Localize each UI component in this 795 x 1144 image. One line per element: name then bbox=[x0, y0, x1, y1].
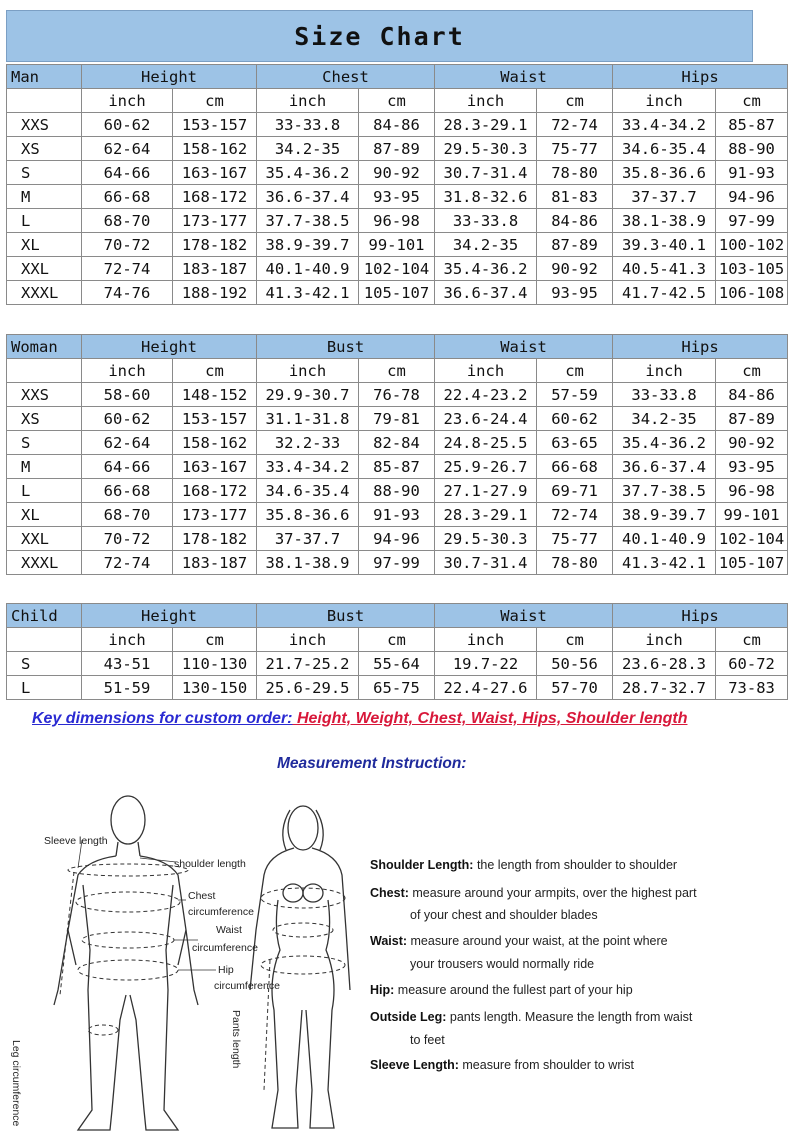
measurement-cell: 34.2-35 bbox=[435, 233, 537, 257]
measurement-cell: 57-59 bbox=[537, 383, 613, 407]
table-header-row bbox=[7, 65, 788, 89]
size-label-cell: XXS bbox=[7, 383, 82, 407]
measurement-cell: 163-167 bbox=[173, 455, 257, 479]
unit-cell: inch bbox=[613, 359, 716, 383]
measurement-cell: 88-90 bbox=[716, 137, 788, 161]
unit-cell: cm bbox=[537, 89, 613, 113]
measurement-cell: 50-56 bbox=[537, 652, 613, 676]
measurement-cell: 35.4-36.2 bbox=[613, 431, 716, 455]
measurement-text: your trousers would normally ride bbox=[410, 957, 595, 971]
measurement-cell: 94-96 bbox=[716, 185, 788, 209]
measurement-cell: 32.2-33 bbox=[257, 431, 359, 455]
measurement-cell: 173-177 bbox=[173, 503, 257, 527]
measurement-cell: 38.9-39.7 bbox=[613, 503, 716, 527]
column-group-header: Chest bbox=[257, 65, 435, 89]
measurement-cell: 33-33.8 bbox=[435, 209, 537, 233]
table-header-row bbox=[7, 604, 788, 628]
table-row bbox=[7, 161, 788, 185]
measurement-text: measure from shoulder to wrist bbox=[458, 1058, 634, 1072]
measurement-cell: 63-65 bbox=[537, 431, 613, 455]
table-section-label: Woman bbox=[7, 335, 82, 359]
table-header-row bbox=[7, 335, 788, 359]
measurement-cell: 79-81 bbox=[359, 407, 435, 431]
measurement-cell: 88-90 bbox=[359, 479, 435, 503]
size-label-cell: S bbox=[7, 652, 82, 676]
table-row bbox=[7, 185, 788, 209]
empty-cell bbox=[7, 628, 82, 652]
measurement-term: Sleeve Length: bbox=[370, 1058, 459, 1072]
measurement-cell: 78-80 bbox=[537, 161, 613, 185]
size-table-child bbox=[6, 603, 788, 700]
measurement-cell: 84-86 bbox=[359, 113, 435, 137]
empty-cell bbox=[7, 89, 82, 113]
measurement-description-line bbox=[370, 886, 697, 900]
measurement-cell: 94-96 bbox=[359, 527, 435, 551]
measurement-instruction-title: Measurement Instruction: bbox=[277, 755, 467, 772]
table-row bbox=[7, 503, 788, 527]
size-label-cell: L bbox=[7, 479, 82, 503]
measurement-cell: 60-62 bbox=[82, 407, 173, 431]
measurement-cell: 35.8-36.6 bbox=[613, 161, 716, 185]
measurement-cell: 30.7-31.4 bbox=[435, 551, 537, 575]
measurement-cell: 85-87 bbox=[359, 455, 435, 479]
measurement-cell: 38.9-39.7 bbox=[257, 233, 359, 257]
measurement-description-line bbox=[410, 908, 598, 922]
unit-cell: cm bbox=[716, 628, 788, 652]
measurement-figure bbox=[10, 790, 368, 1140]
unit-cell: inch bbox=[613, 89, 716, 113]
measurement-cell: 74-76 bbox=[82, 281, 173, 305]
table-row bbox=[7, 233, 788, 257]
measurement-cell: 55-64 bbox=[359, 652, 435, 676]
measurement-cell: 58-60 bbox=[82, 383, 173, 407]
measurement-cell: 168-172 bbox=[173, 185, 257, 209]
measurement-cell: 24.8-25.5 bbox=[435, 431, 537, 455]
measurement-cell: 60-62 bbox=[82, 113, 173, 137]
measurement-cell: 70-72 bbox=[82, 233, 173, 257]
measurement-cell: 90-92 bbox=[537, 257, 613, 281]
measurement-cell: 29.9-30.7 bbox=[257, 383, 359, 407]
measurement-cell: 99-101 bbox=[716, 503, 788, 527]
measurement-cell: 38.1-38.9 bbox=[613, 209, 716, 233]
unit-cell: inch bbox=[82, 628, 173, 652]
measurement-cell: 78-80 bbox=[537, 551, 613, 575]
measurement-cell: 110-130 bbox=[173, 652, 257, 676]
measurement-cell: 76-78 bbox=[359, 383, 435, 407]
measurement-cell: 36.6-37.4 bbox=[435, 281, 537, 305]
measurement-cell: 37-37.7 bbox=[613, 185, 716, 209]
table-row bbox=[7, 257, 788, 281]
size-label-cell: S bbox=[7, 161, 82, 185]
measurement-cell: 35.4-36.2 bbox=[435, 257, 537, 281]
column-group-header: Waist bbox=[435, 335, 613, 359]
size-label-cell: S bbox=[7, 431, 82, 455]
measurement-cell: 57-70 bbox=[537, 676, 613, 700]
label-hip-circumference: circumference bbox=[214, 980, 280, 992]
table-section-label: Child bbox=[7, 604, 82, 628]
measurement-cell: 163-167 bbox=[173, 161, 257, 185]
measurement-cell: 97-99 bbox=[716, 209, 788, 233]
measurement-cell: 87-89 bbox=[359, 137, 435, 161]
measurement-cell: 40.5-41.3 bbox=[613, 257, 716, 281]
measurement-cell: 39.3-40.1 bbox=[613, 233, 716, 257]
measurement-cell: 64-66 bbox=[82, 455, 173, 479]
empty-cell bbox=[7, 359, 82, 383]
label-chest: Chest bbox=[188, 890, 216, 902]
measurement-cell: 85-87 bbox=[716, 113, 788, 137]
table-row bbox=[7, 137, 788, 161]
measurement-cell: 60-72 bbox=[716, 652, 788, 676]
column-group-header: Hips bbox=[613, 65, 788, 89]
measurement-cell: 87-89 bbox=[716, 407, 788, 431]
size-chart-title: Size Chart bbox=[6, 10, 753, 62]
measurement-cell: 34.2-35 bbox=[257, 137, 359, 161]
measurement-cell: 106-108 bbox=[716, 281, 788, 305]
measurement-cell: 178-182 bbox=[173, 527, 257, 551]
measurement-description-line bbox=[410, 1033, 445, 1047]
measurement-cell: 97-99 bbox=[359, 551, 435, 575]
measurement-text: measure around your waist, at the point where bbox=[407, 934, 668, 948]
measurement-description-line bbox=[370, 1010, 692, 1024]
measurement-cell: 33.4-34.2 bbox=[257, 455, 359, 479]
measurement-term: Outside Leg: bbox=[370, 1010, 447, 1024]
measurement-cell: 153-157 bbox=[173, 407, 257, 431]
measurement-cell: 37.7-38.5 bbox=[613, 479, 716, 503]
column-group-header: Waist bbox=[435, 65, 613, 89]
measurement-description-line bbox=[370, 934, 668, 948]
measurement-cell: 158-162 bbox=[173, 431, 257, 455]
measurement-cell: 183-187 bbox=[173, 257, 257, 281]
measurement-cell: 28.3-29.1 bbox=[435, 503, 537, 527]
measurement-cell: 93-95 bbox=[537, 281, 613, 305]
measurement-cell: 66-68 bbox=[82, 479, 173, 503]
measurement-cell: 66-68 bbox=[537, 455, 613, 479]
measurement-cell: 105-107 bbox=[359, 281, 435, 305]
measurement-cell: 70-72 bbox=[82, 527, 173, 551]
label-shoulder-length: shoulder length bbox=[174, 858, 246, 870]
measurement-cell: 33.4-34.2 bbox=[613, 113, 716, 137]
measurement-cell: 72-74 bbox=[537, 113, 613, 137]
measurement-cell: 66-68 bbox=[82, 185, 173, 209]
size-label-cell: XXL bbox=[7, 257, 82, 281]
measurement-text: to feet bbox=[410, 1033, 445, 1047]
label-pants-length: Pants length bbox=[230, 1010, 242, 1069]
table-row bbox=[7, 383, 788, 407]
measurement-cell: 22.4-27.6 bbox=[435, 676, 537, 700]
measurement-text: of your chest and shoulder blades bbox=[410, 908, 598, 922]
measurement-cell: 64-66 bbox=[82, 161, 173, 185]
unit-cell: cm bbox=[173, 359, 257, 383]
measurement-cell: 27.1-27.9 bbox=[435, 479, 537, 503]
measurement-cell: 69-71 bbox=[537, 479, 613, 503]
measurement-cell: 183-187 bbox=[173, 551, 257, 575]
table-row bbox=[7, 479, 788, 503]
measurement-cell: 178-182 bbox=[173, 233, 257, 257]
unit-cell: inch bbox=[435, 628, 537, 652]
measurement-text: the length from shoulder to shoulder bbox=[473, 858, 678, 872]
measurement-cell: 31.1-31.8 bbox=[257, 407, 359, 431]
units-row bbox=[7, 359, 788, 383]
unit-cell: cm bbox=[716, 89, 788, 113]
table-section-label: Man bbox=[7, 65, 82, 89]
measurement-cell: 60-62 bbox=[537, 407, 613, 431]
unit-cell: inch bbox=[257, 628, 359, 652]
measurement-cell: 62-64 bbox=[82, 137, 173, 161]
measurement-cell: 22.4-23.2 bbox=[435, 383, 537, 407]
measurement-cell: 35.4-36.2 bbox=[257, 161, 359, 185]
measurement-cell: 28.3-29.1 bbox=[435, 113, 537, 137]
label-hip: Hip bbox=[218, 964, 234, 976]
measurement-cell: 73-83 bbox=[716, 676, 788, 700]
measurement-cell: 93-95 bbox=[716, 455, 788, 479]
measurement-cell: 153-157 bbox=[173, 113, 257, 137]
measurement-cell: 68-70 bbox=[82, 503, 173, 527]
size-label-cell: L bbox=[7, 209, 82, 233]
measurement-cell: 102-104 bbox=[359, 257, 435, 281]
measurement-cell: 84-86 bbox=[716, 383, 788, 407]
units-row bbox=[7, 89, 788, 113]
measurement-cell: 72-74 bbox=[82, 551, 173, 575]
table-row bbox=[7, 551, 788, 575]
size-label-cell: XXXL bbox=[7, 281, 82, 305]
measurement-cell: 90-92 bbox=[359, 161, 435, 185]
unit-cell: inch bbox=[435, 89, 537, 113]
table-row bbox=[7, 431, 788, 455]
measurement-cell: 31.8-32.6 bbox=[435, 185, 537, 209]
column-group-header: Hips bbox=[613, 604, 788, 628]
measurement-cell: 29.5-30.3 bbox=[435, 137, 537, 161]
column-group-header: Height bbox=[82, 604, 257, 628]
unit-cell: inch bbox=[435, 359, 537, 383]
measurement-cell: 62-64 bbox=[82, 431, 173, 455]
measurement-cell: 93-95 bbox=[359, 185, 435, 209]
table-row bbox=[7, 527, 788, 551]
measurement-cell: 96-98 bbox=[716, 479, 788, 503]
measurement-cell: 173-177 bbox=[173, 209, 257, 233]
measurement-cell: 75-77 bbox=[537, 527, 613, 551]
table-row bbox=[7, 407, 788, 431]
unit-cell: cm bbox=[537, 359, 613, 383]
size-label-cell: XXL bbox=[7, 527, 82, 551]
measurement-cell: 25.6-29.5 bbox=[257, 676, 359, 700]
size-label-cell: XXXL bbox=[7, 551, 82, 575]
measurement-cell: 36.6-37.4 bbox=[613, 455, 716, 479]
measurement-cell: 37-37.7 bbox=[257, 527, 359, 551]
label-leg-circumference: Leg circumference bbox=[10, 1040, 22, 1127]
measurement-cell: 72-74 bbox=[82, 257, 173, 281]
measurement-cell: 36.6-37.4 bbox=[257, 185, 359, 209]
table-row bbox=[7, 113, 788, 137]
measurement-cell: 84-86 bbox=[537, 209, 613, 233]
measurement-cell: 28.7-32.7 bbox=[613, 676, 716, 700]
measurement-cell: 37.7-38.5 bbox=[257, 209, 359, 233]
measurement-term: Chest: bbox=[370, 886, 409, 900]
measurement-term: Hip: bbox=[370, 983, 395, 997]
size-label-cell: M bbox=[7, 185, 82, 209]
table-row bbox=[7, 455, 788, 479]
measurement-cell: 51-59 bbox=[82, 676, 173, 700]
size-label-cell: XL bbox=[7, 503, 82, 527]
unit-cell: cm bbox=[359, 89, 435, 113]
measurement-cell: 34.2-35 bbox=[613, 407, 716, 431]
table-row bbox=[7, 652, 788, 676]
measurement-cell: 96-98 bbox=[359, 209, 435, 233]
table-row bbox=[7, 281, 788, 305]
size-label-cell: M bbox=[7, 455, 82, 479]
measurement-cell: 168-172 bbox=[173, 479, 257, 503]
unit-cell: cm bbox=[173, 89, 257, 113]
size-label-cell: XS bbox=[7, 137, 82, 161]
measurement-description-line bbox=[370, 1058, 634, 1072]
measurement-cell: 103-105 bbox=[716, 257, 788, 281]
measurement-cell: 91-93 bbox=[716, 161, 788, 185]
measurement-cell: 82-84 bbox=[359, 431, 435, 455]
size-label-cell: L bbox=[7, 676, 82, 700]
measurement-description-line bbox=[370, 983, 633, 997]
measurement-cell: 72-74 bbox=[537, 503, 613, 527]
measurement-cell: 100-102 bbox=[716, 233, 788, 257]
measurement-cell: 34.6-35.4 bbox=[613, 137, 716, 161]
measurement-cell: 99-101 bbox=[359, 233, 435, 257]
measurement-text: measure around your armpits, over the highest part bbox=[408, 886, 697, 900]
label-waist-circumference: circumference bbox=[192, 942, 258, 954]
measurement-cell: 188-192 bbox=[173, 281, 257, 305]
measurement-cell: 68-70 bbox=[82, 209, 173, 233]
measurement-cell: 40.1-40.9 bbox=[257, 257, 359, 281]
key-dimensions-items: Height, Weight, Chest, Waist, Hips, Shoulder length bbox=[292, 710, 688, 727]
label-sleeve-length: Sleeve length bbox=[44, 835, 108, 847]
column-group-header: Height bbox=[82, 335, 257, 359]
measurement-cell: 158-162 bbox=[173, 137, 257, 161]
measurement-cell: 33-33.8 bbox=[257, 113, 359, 137]
size-label-cell: XS bbox=[7, 407, 82, 431]
measurement-term: Shoulder Length: bbox=[370, 858, 474, 872]
measurement-cell: 41.3-42.1 bbox=[613, 551, 716, 575]
measurement-cell: 43-51 bbox=[82, 652, 173, 676]
measurement-cell: 21.7-25.2 bbox=[257, 652, 359, 676]
key-dimensions bbox=[32, 710, 687, 728]
unit-cell: cm bbox=[537, 628, 613, 652]
size-label-cell: XXS bbox=[7, 113, 82, 137]
measurement-cell: 105-107 bbox=[716, 551, 788, 575]
unit-cell: inch bbox=[82, 359, 173, 383]
column-group-header: Waist bbox=[435, 604, 613, 628]
measurement-cell: 38.1-38.9 bbox=[257, 551, 359, 575]
measurement-term: Waist: bbox=[370, 934, 408, 948]
column-group-header: Bust bbox=[257, 604, 435, 628]
measurement-cell: 90-92 bbox=[716, 431, 788, 455]
unit-cell: cm bbox=[359, 628, 435, 652]
unit-cell: inch bbox=[257, 89, 359, 113]
size-label-cell: XL bbox=[7, 233, 82, 257]
unit-cell: inch bbox=[613, 628, 716, 652]
measurement-cell: 81-83 bbox=[537, 185, 613, 209]
table-row bbox=[7, 209, 788, 233]
measurement-cell: 19.7-22 bbox=[435, 652, 537, 676]
measurement-cell: 35.8-36.6 bbox=[257, 503, 359, 527]
unit-cell: cm bbox=[359, 359, 435, 383]
measurement-cell: 148-152 bbox=[173, 383, 257, 407]
measurement-description-line bbox=[370, 858, 677, 872]
measurement-cell: 33-33.8 bbox=[613, 383, 716, 407]
measurement-cell: 41.3-42.1 bbox=[257, 281, 359, 305]
column-group-header: Bust bbox=[257, 335, 435, 359]
units-row bbox=[7, 628, 788, 652]
measurement-description-line bbox=[410, 957, 594, 971]
label-waist: Waist bbox=[216, 924, 242, 936]
measurement-cell: 34.6-35.4 bbox=[257, 479, 359, 503]
unit-cell: inch bbox=[257, 359, 359, 383]
measurement-text: pants length. Measure the length from waist bbox=[446, 1010, 693, 1024]
label-chest-circumference: circumference bbox=[188, 906, 254, 918]
measurement-text: measure around the fullest part of your hip bbox=[394, 983, 633, 997]
measurement-cell: 41.7-42.5 bbox=[613, 281, 716, 305]
measurement-cell: 25.9-26.7 bbox=[435, 455, 537, 479]
size-table-woman bbox=[6, 334, 788, 575]
size-table-man bbox=[6, 64, 788, 305]
column-group-header: Hips bbox=[613, 335, 788, 359]
table-row bbox=[7, 676, 788, 700]
measurement-cell: 130-150 bbox=[173, 676, 257, 700]
measurement-cell: 29.5-30.3 bbox=[435, 527, 537, 551]
measurement-cell: 87-89 bbox=[537, 233, 613, 257]
measurement-cell: 65-75 bbox=[359, 676, 435, 700]
measurement-cell: 102-104 bbox=[716, 527, 788, 551]
key-dimensions-prefix: Key dimensions for custom order: bbox=[32, 710, 293, 727]
measurement-cell: 23.6-28.3 bbox=[613, 652, 716, 676]
unit-cell: cm bbox=[173, 628, 257, 652]
unit-cell: cm bbox=[716, 359, 788, 383]
measurement-cell: 40.1-40.9 bbox=[613, 527, 716, 551]
measurement-cell: 75-77 bbox=[537, 137, 613, 161]
column-group-header: Height bbox=[82, 65, 257, 89]
measurement-cell: 30.7-31.4 bbox=[435, 161, 537, 185]
measurement-cell: 91-93 bbox=[359, 503, 435, 527]
unit-cell: inch bbox=[82, 89, 173, 113]
measurement-cell: 23.6-24.4 bbox=[435, 407, 537, 431]
